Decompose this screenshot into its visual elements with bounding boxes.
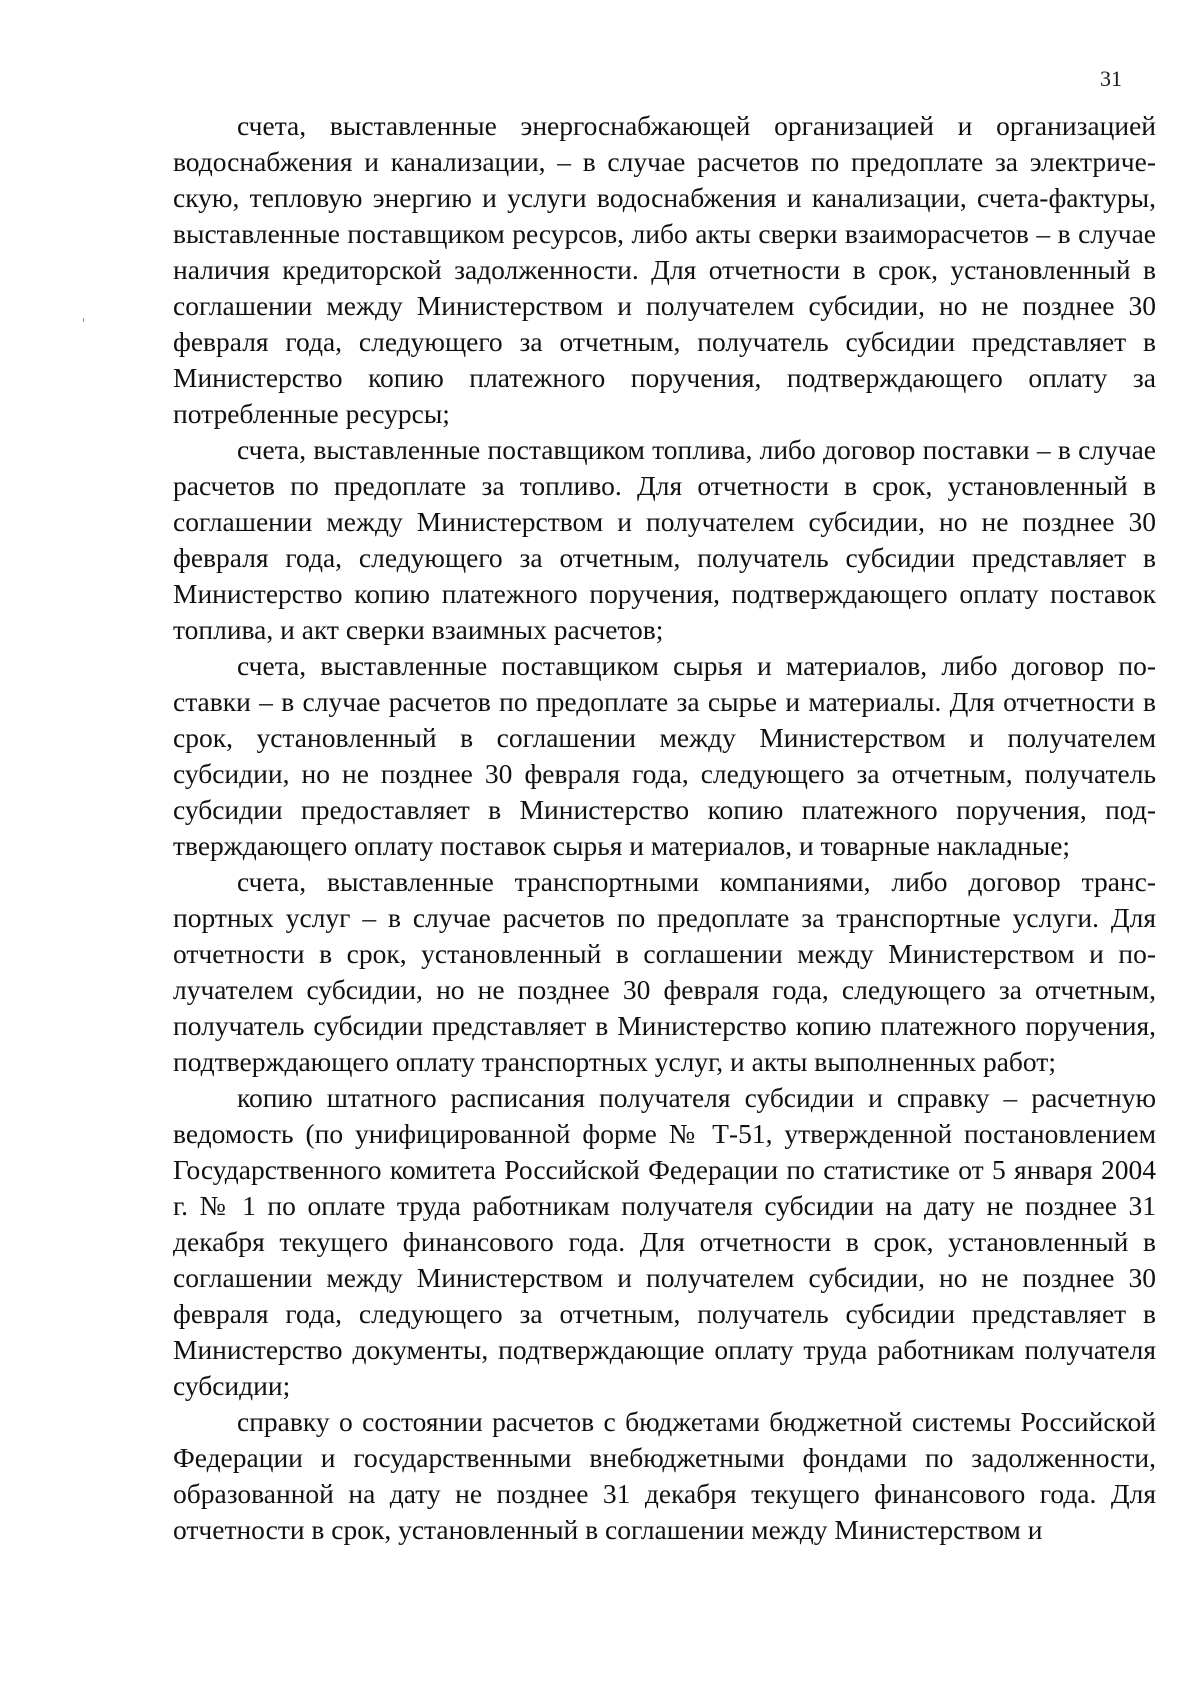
paragraph-staff-schedule: копию штатного расписания получателя субсидии и справку – расчетную ведомость (по унифицированной форме № Т-51, утвержденной постановлением Государственного комитета Российской Федерации по статистике от 5 января 2004 г. № 1 по оплате труда работникам получателя субсидии на дату не позднее 31 декабря текущего финансового года. Для отчетности в срок, установленный в соглашении между Министерством и получателем субсидии, но не позднее 30 февраля года, следующего за отчетным, получатель субсидии представляет в Министерство документы, подтверждающие оплату труда работникам получателя субсидии;	[173, 1082, 1156, 1401]
scan-margin-mark	[83, 318, 84, 322]
page-number: 31	[1100, 66, 1122, 91]
paragraph-materials-invoices: счета, выставленные поставщиком сырья и материалов, либо договор поставки – в случае расчетов по предоплате за сырье и материалы. Для отчетности в срок, установленный в соглашении между Министерством и получателем субсидии, но не позднее 30 февраля года, следующего за отчетным, получатель субсидии предоставляет в Министерство копию платежного поручения, подтверждающего оплату поставок сырья и материалов, и товарные накладные;	[173, 650, 1156, 861]
paragraph-fuel-invoices: счета, выставленные поставщиком топлива, либо договор поставки – в случае расчетов по предоплате за топливо. Для отчетности в срок, установленный в соглашении между Министерством и получателем субсидии, но не позднее 30 февраля года, следующего за отчетным, получатель субсидии представляет в Министерство копию платежного поручения, подтверждающего оплату поставок топлива, и акт сверки взаимных расчетов;	[173, 434, 1156, 645]
document-body	[173, 108, 1156, 1548]
paragraph-budget-settlements: справку о состоянии расчетов с бюджетами бюджетной системы Российской Федерации и государственными внебюджетными фондами по задолженности, образованной на дату не позднее 31 декабря текущего финансового года. Для отчетности в срок, установленный в соглашении между Министерством и	[173, 1406, 1156, 1545]
paragraph-energy-invoices: счета, выставленные энергоснабжающей организацией и организацией водоснабжения и канализации, – в случае расчетов по предоплате за электрическую, тепловую энергию и услуги водоснабжения и канализации, счета-фактуры, выставленные поставщиком ресурсов, либо акты сверки взаиморасчетов – в случае наличия кредиторской задолженности. Для отчетности в срок, установленный в соглашении между Министерством и получателем субсидии, но не позднее 30 февраля года, следующего за отчетным, получатель субсидии представляет в Министерство копию платежного поручения, подтверждающего оплату за потребленные ресурсы;	[173, 110, 1156, 429]
paragraph-transport-invoices: счета, выставленные транспортными компаниями, либо договор транспортных услуг – в случае расчетов по предоплате за транспортные услуги. Для отчетности в срок, установленный в соглашении между Министерством и получателем субсидии, но не позднее 30 февраля года, следующего за отчетным, получатель субсидии представляет в Министерство копию платежного поручения, подтверждающего оплату транспортных услуг, и акты выполненных работ;	[173, 866, 1156, 1077]
